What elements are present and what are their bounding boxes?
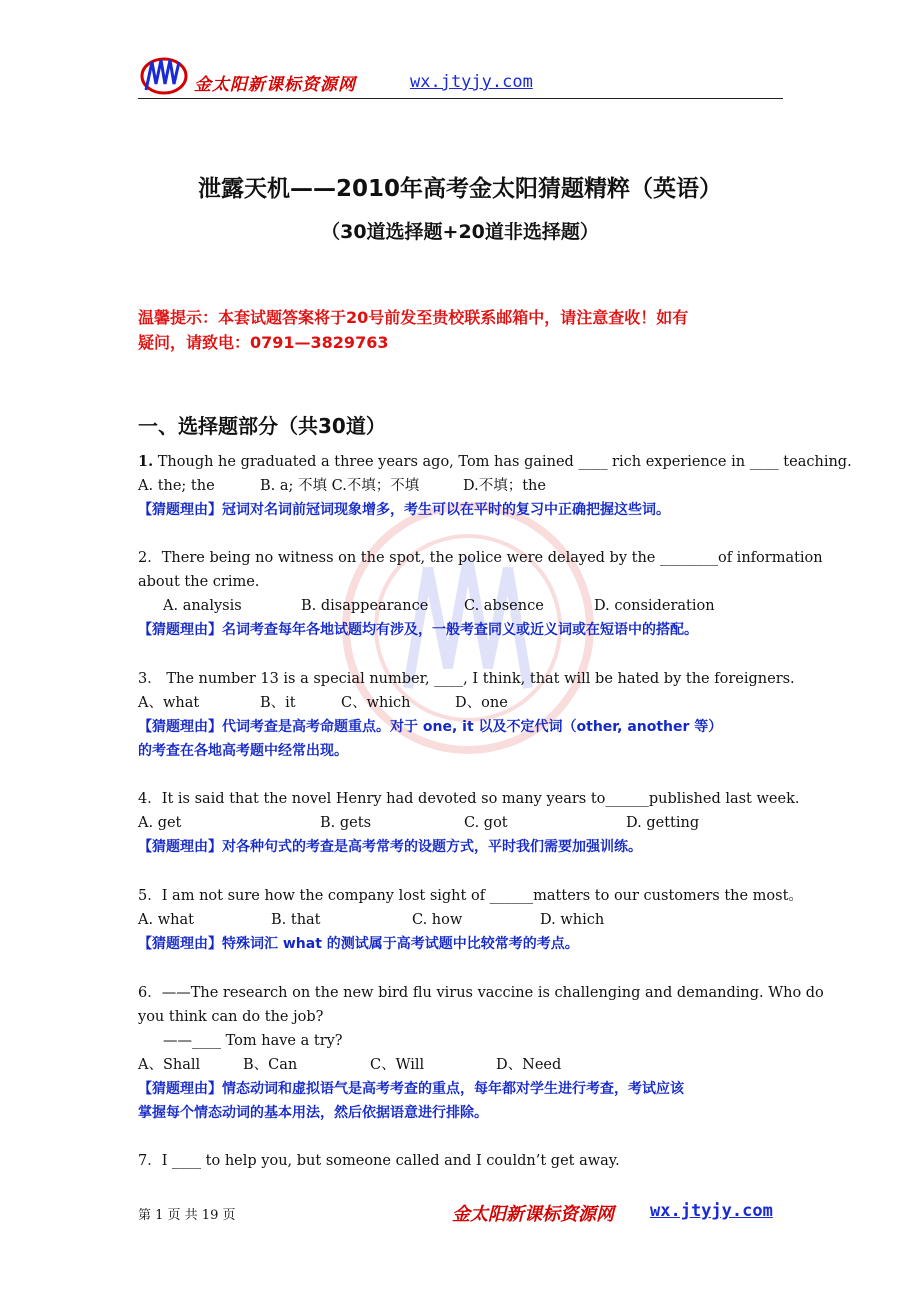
notice-tip: [138, 305, 788, 355]
q4-stem: 4．It is said that the novel Henry had devoted so many years to______published last week.: [138, 791, 800, 807]
q6-option-a: A、Shall: [138, 1057, 201, 1073]
q1-option-d: D.不填；the: [463, 478, 546, 494]
q1-options: [138, 474, 783, 498]
q5-option-d: D. which: [540, 912, 605, 928]
section-heading: 一、选择题部分（共30道）: [138, 414, 386, 438]
tip-line-2: 疑问，请致电：0791—3829763: [138, 333, 389, 352]
q7-stem: 7．I ____ to help you, but someone called and I couldn’t get away.: [138, 1153, 620, 1169]
q4-option-d: D. getting: [626, 815, 700, 831]
q6-stem-line-3: ——____ Tom have a try?: [163, 1033, 343, 1049]
q1-number: 1.: [138, 453, 154, 470]
question-7: [138, 1149, 783, 1173]
header-brand: 金太阳新课标资源网: [194, 75, 356, 95]
q3-option-c: C、which: [341, 695, 411, 711]
page-header: [138, 52, 783, 99]
q3-stem: 3． The number 13 is a special number, ____, I think, that will be hated by the foreigners.: [138, 671, 795, 687]
footer-url-link[interactable]: wx.jtyjy.com: [650, 1201, 773, 1221]
q2-option-b: B. disappearance: [301, 598, 429, 614]
question-1: [138, 450, 852, 522]
q1-option-bc: B. a; 不填 C.不填；不填: [260, 478, 420, 494]
q6-option-d: D、Need: [496, 1057, 562, 1073]
q4-option-b: B. gets: [320, 815, 372, 831]
q2-options: [138, 594, 783, 618]
q2-stem-line-1: 2．There being no witness on the spot, the police were delayed by the ________of information: [138, 550, 823, 566]
q6-stem-line-2: you think can do the job?: [138, 1009, 324, 1025]
q6-stem-line-1: 6．——The research on the new bird flu virus vaccine is challenging and demanding. Who do: [138, 985, 824, 1001]
question-6: [138, 981, 824, 1125]
q3-options: [138, 691, 783, 715]
q3-option-a: A、what: [138, 695, 200, 711]
page-subtitle: （30道选择题+20道非选择题）: [321, 221, 599, 243]
q6-reason-line-1: 【猜题理由】情态动词和虚拟语气是高考考查的重点，每年都对学生进行考查，考试应该: [138, 1081, 684, 1097]
q5-stem: 5．I am not sure how the company lost sight of ______matters to our customers the most。: [138, 888, 803, 904]
question-4: [138, 787, 800, 859]
q2-option-d: D. consideration: [594, 598, 715, 614]
q6-option-c: C、Will: [370, 1057, 425, 1073]
q3-reason-line-1: 【猜题理由】代词考查是高考命题重点。对于 one, it 以及不定代词（other, another 等）: [138, 719, 723, 735]
q6-reason-line-2: 掌握每个情态动词的基本用法，然后依据语意进行排除。: [138, 1105, 488, 1121]
tip-line-1: 温馨提示：本套试题答案将于20号前发至贵校联系邮箱中，请注意查收！如有: [138, 308, 689, 327]
footer-brand: 金太阳新课标资源网: [452, 1204, 614, 1225]
page-title: 泄露天机——2010年高考金太阳猜题精粹（英语）: [197, 176, 722, 202]
question-3: [138, 667, 795, 763]
q4-reason: 【猜题理由】对各种句式的考查是高考常考的设题方式，平时我们需要加强训练。: [138, 839, 642, 855]
q2-reason: 【猜题理由】名词考查每年各地试题均有涉及，一般考查同义或近义词或在短语中的搭配。: [138, 622, 698, 638]
q5-option-c: C. how: [412, 912, 463, 928]
q4-option-c: C. got: [464, 815, 508, 831]
q4-option-a: A. get: [138, 815, 182, 831]
q5-option-a: A. what: [138, 912, 194, 928]
q1-option-a: A. the; the: [138, 478, 215, 494]
q5-options: [138, 908, 783, 932]
page-number: 第 1 页 共 19 页: [138, 1208, 236, 1223]
q2-option-c: C. absence: [464, 598, 544, 614]
q6-option-b: B、Can: [243, 1057, 298, 1073]
question-5: [138, 884, 803, 956]
q3-option-b: B、it: [260, 695, 296, 711]
q3-reason-line-2: 的考查在各地高考题中经常出现。: [138, 743, 348, 759]
q6-options: [138, 1053, 783, 1077]
q5-reason: 【猜题理由】特殊词汇 what 的测试属于高考试题中比较常考的考点。: [138, 936, 579, 952]
q1-stem: Though he graduated a three years ago, Tom has gained ____ rich experience in ____ teaching.: [153, 454, 852, 470]
q5-option-b: B. that: [271, 912, 321, 928]
q4-options: [138, 811, 783, 835]
q3-option-d: D、one: [455, 695, 508, 711]
header-url-link[interactable]: wx.jtyjy.com: [410, 72, 533, 92]
q2-stem-line-2: about the crime.: [138, 574, 260, 590]
jintaiyang-logo-icon: [138, 54, 190, 96]
q1-reason: 【猜题理由】冠词对名词前冠词现象增多，考生可以在平时的复习中正确把握这些词。: [138, 502, 670, 518]
q2-option-a: A. analysis: [163, 598, 242, 614]
question-2: [138, 546, 823, 642]
